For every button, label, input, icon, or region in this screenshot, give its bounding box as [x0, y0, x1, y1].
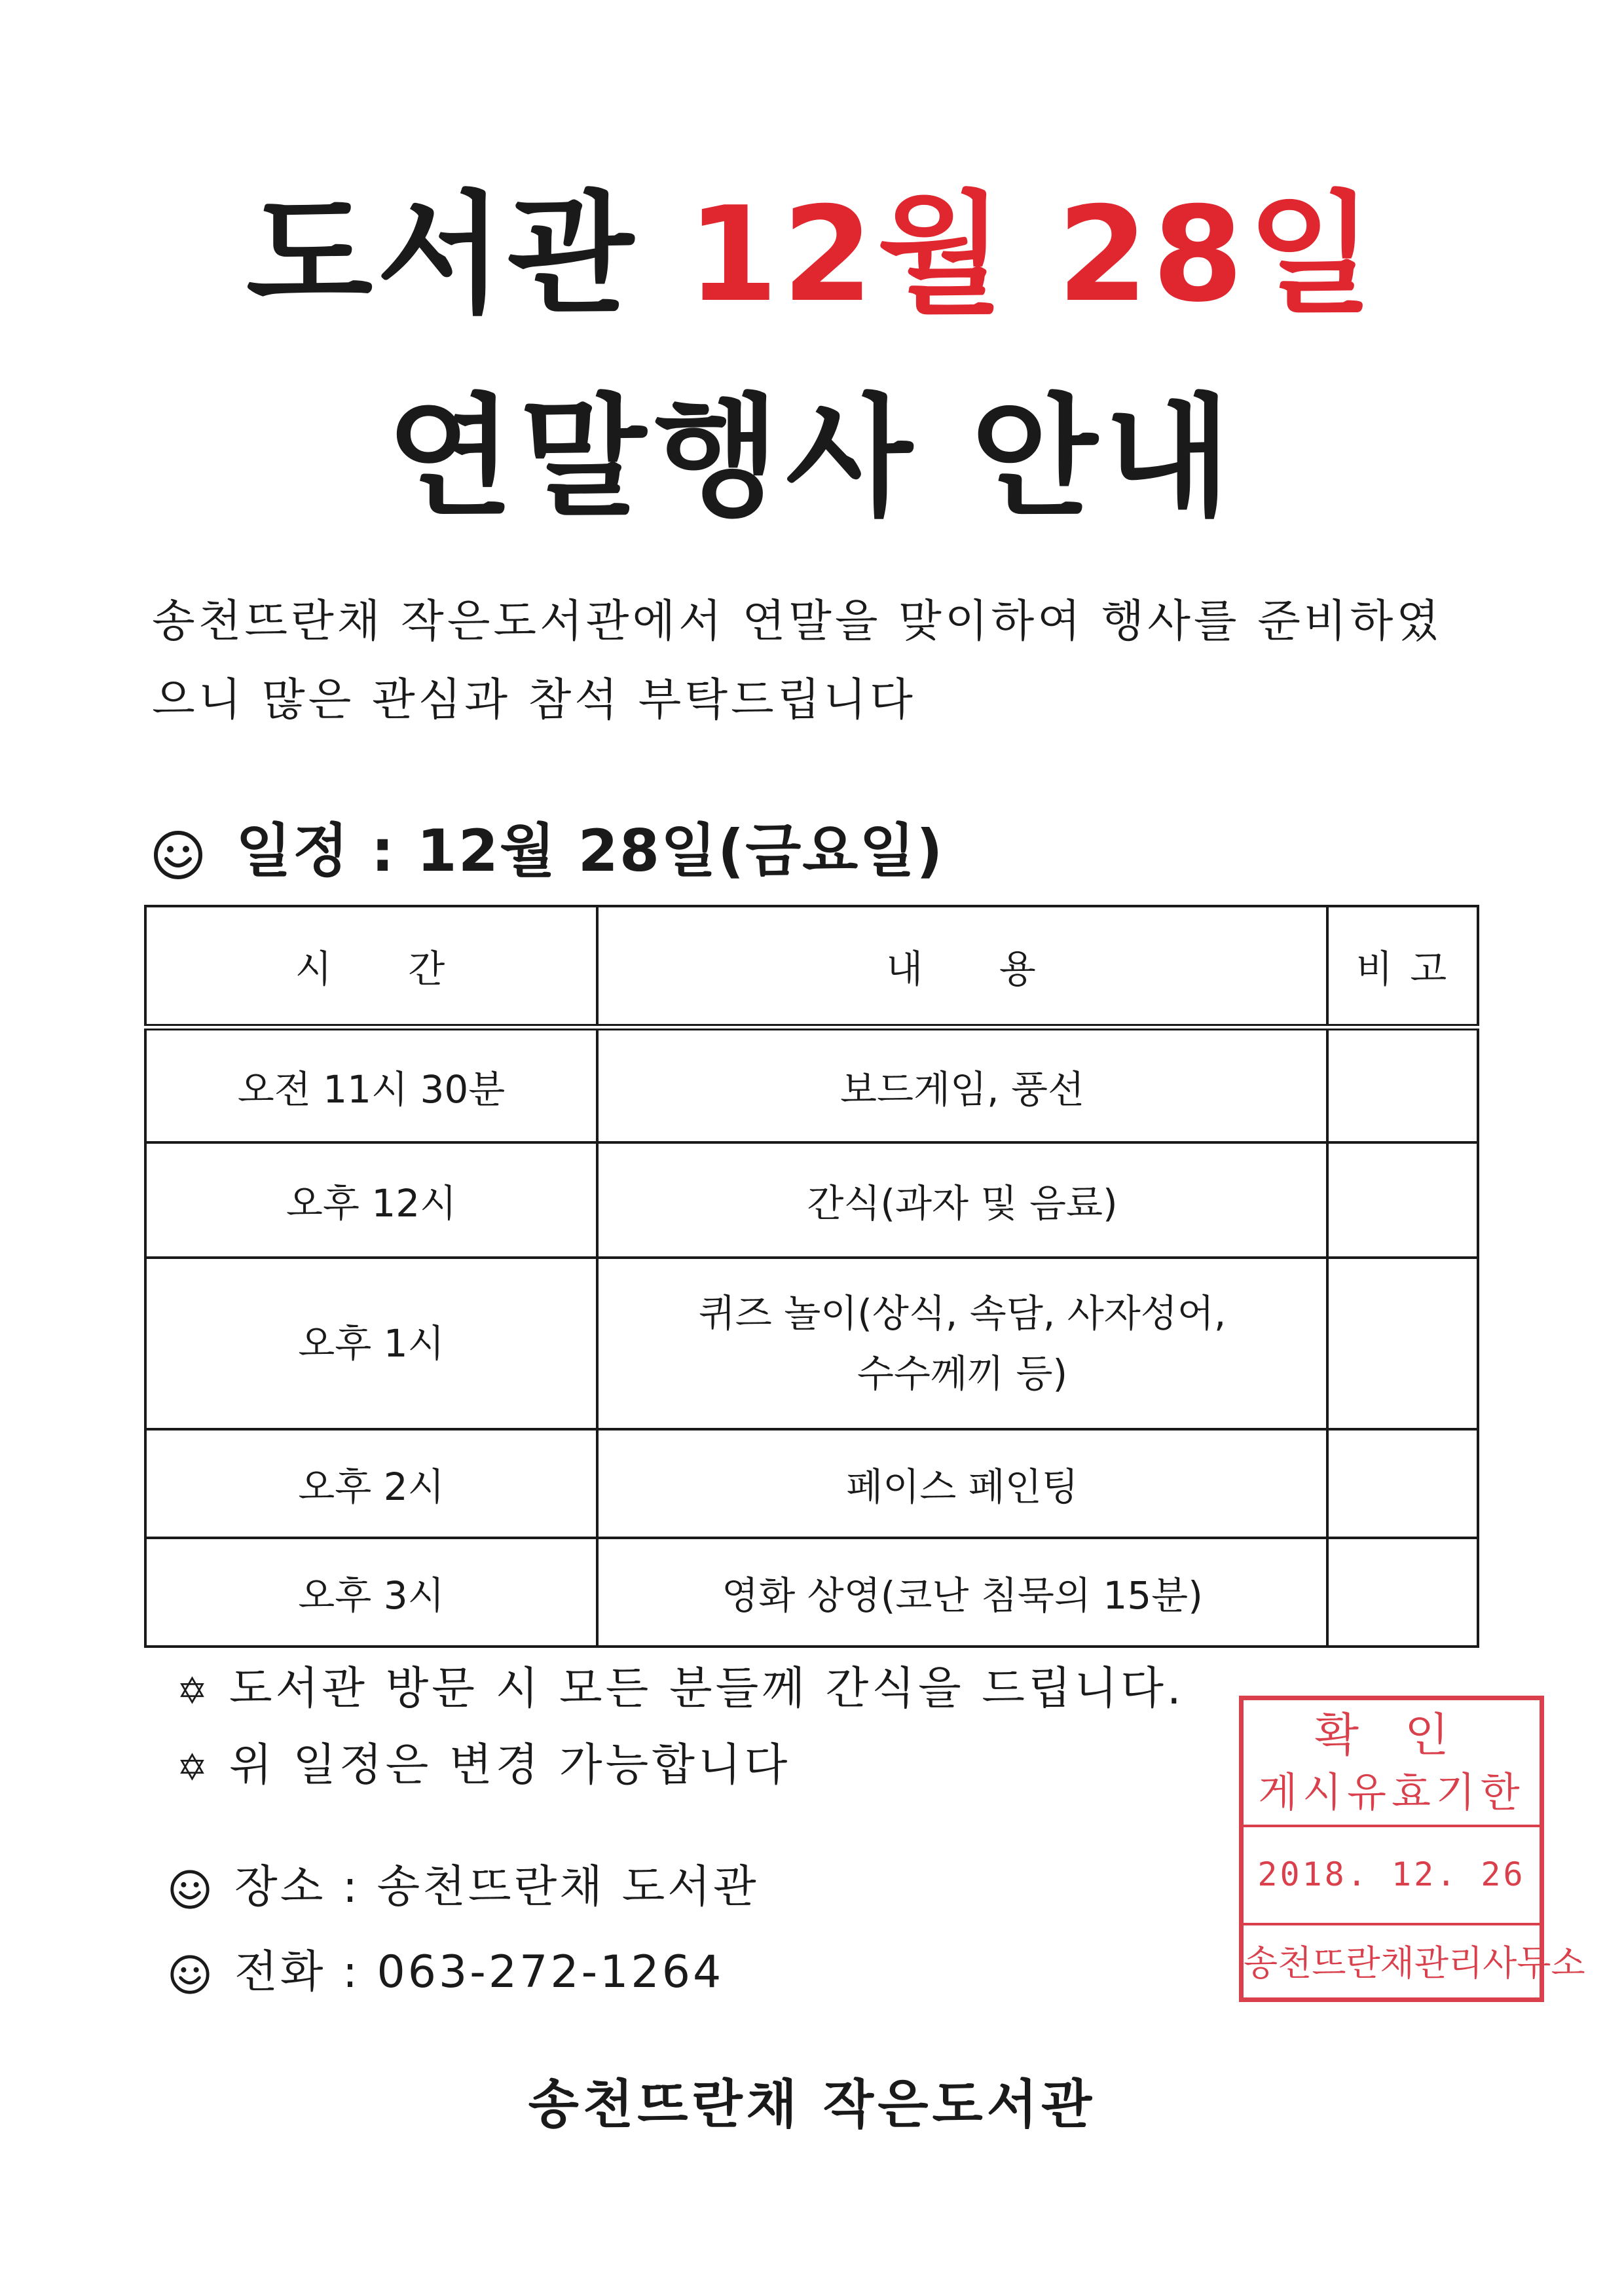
notice-item	[177, 1736, 790, 1798]
header-time: 시 간	[145, 906, 597, 1027]
smiley-icon	[169, 1868, 211, 1910]
schedule-table	[144, 905, 1479, 1648]
title-prefix: 도서관	[246, 179, 638, 331]
cell-time: 오후 12시	[145, 1142, 597, 1258]
cell-note	[1327, 1538, 1478, 1647]
table-row	[145, 1027, 1478, 1142]
header-note: 비 고	[1327, 906, 1478, 1027]
table-row	[145, 1429, 1478, 1538]
cell-note	[1327, 1429, 1478, 1538]
cell-time: 오후 2시	[145, 1429, 597, 1538]
header-content: 내 용	[597, 906, 1327, 1027]
schedule-label: 일정 : 12월 28일(금요일)	[236, 817, 944, 884]
cell-note	[1327, 1027, 1478, 1142]
place-text: 장소 : 송천뜨란채 도서관	[234, 1861, 759, 1913]
stamp-divider	[1244, 1825, 1540, 1827]
cell-time: 오전 11시 30분	[145, 1027, 597, 1142]
star-of-david-icon: ✡	[177, 1670, 211, 1713]
footer-organization: 송천뜨란채 작은도서관	[528, 2074, 1096, 2135]
cell-content	[597, 1258, 1327, 1429]
smiley-icon	[169, 1954, 211, 1995]
stamp-date: 2018. 12. 26	[1257, 1855, 1526, 1893]
table-row	[145, 1258, 1478, 1429]
phone-info	[169, 1943, 724, 2002]
cell-content: 간식(과자 및 음료)	[597, 1142, 1327, 1258]
place-info	[169, 1858, 759, 1917]
cell-content-line-2: 수수께끼 등)	[857, 1351, 1068, 1396]
cell-content: 영화 상영(코난 침묵의 15분)	[597, 1538, 1327, 1647]
cell-content-line-1: 퀴즈 놀이(상식, 속담, 사자성어,	[698, 1291, 1227, 1336]
page-title	[0, 177, 1624, 334]
notice-text: 도서관 방문 시 모든 분들께 간식을 드립니다.	[229, 1663, 1185, 1715]
confirmation-stamp	[1239, 1696, 1585, 2002]
stamp-office: 송천뜨란채관리사무소	[1244, 1942, 1585, 1984]
phone-text: 전화 : 063-272-1264	[234, 1946, 724, 1998]
cell-time: 오후 1시	[145, 1258, 597, 1429]
stamp-divider	[1244, 1923, 1540, 1925]
table-header-row	[145, 906, 1478, 1027]
intro-line-2: 으니 많은 관심과 참석 부탁드립니다	[152, 674, 916, 726]
cell-time: 오후 3시	[145, 1538, 597, 1647]
smiley-icon	[152, 829, 204, 881]
cell-note	[1327, 1142, 1478, 1258]
schedule-heading	[152, 815, 944, 887]
table-row	[145, 1538, 1478, 1647]
stamp-expiry-label: 게시유효기한	[1258, 1768, 1525, 1816]
notice-item	[177, 1660, 1185, 1721]
intro-line-1: 송천뜨란채 작은도서관에서 연말을 맞이하여 행사를 준비하였	[152, 596, 1443, 647]
cell-content: 보드게임, 풍선	[597, 1027, 1327, 1142]
star-of-david-icon: ✡	[177, 1747, 211, 1789]
page-subtitle: 연말행사 안내	[386, 382, 1238, 534]
table-row	[145, 1142, 1478, 1258]
cell-content: 페이스 페인팅	[597, 1429, 1327, 1538]
notice-text: 위 일정은 변경 가능합니다	[229, 1740, 791, 1791]
title-date: 12월 28일	[687, 179, 1378, 331]
stamp-confirm: 확인	[1314, 1708, 1495, 1762]
cell-note	[1327, 1258, 1478, 1429]
